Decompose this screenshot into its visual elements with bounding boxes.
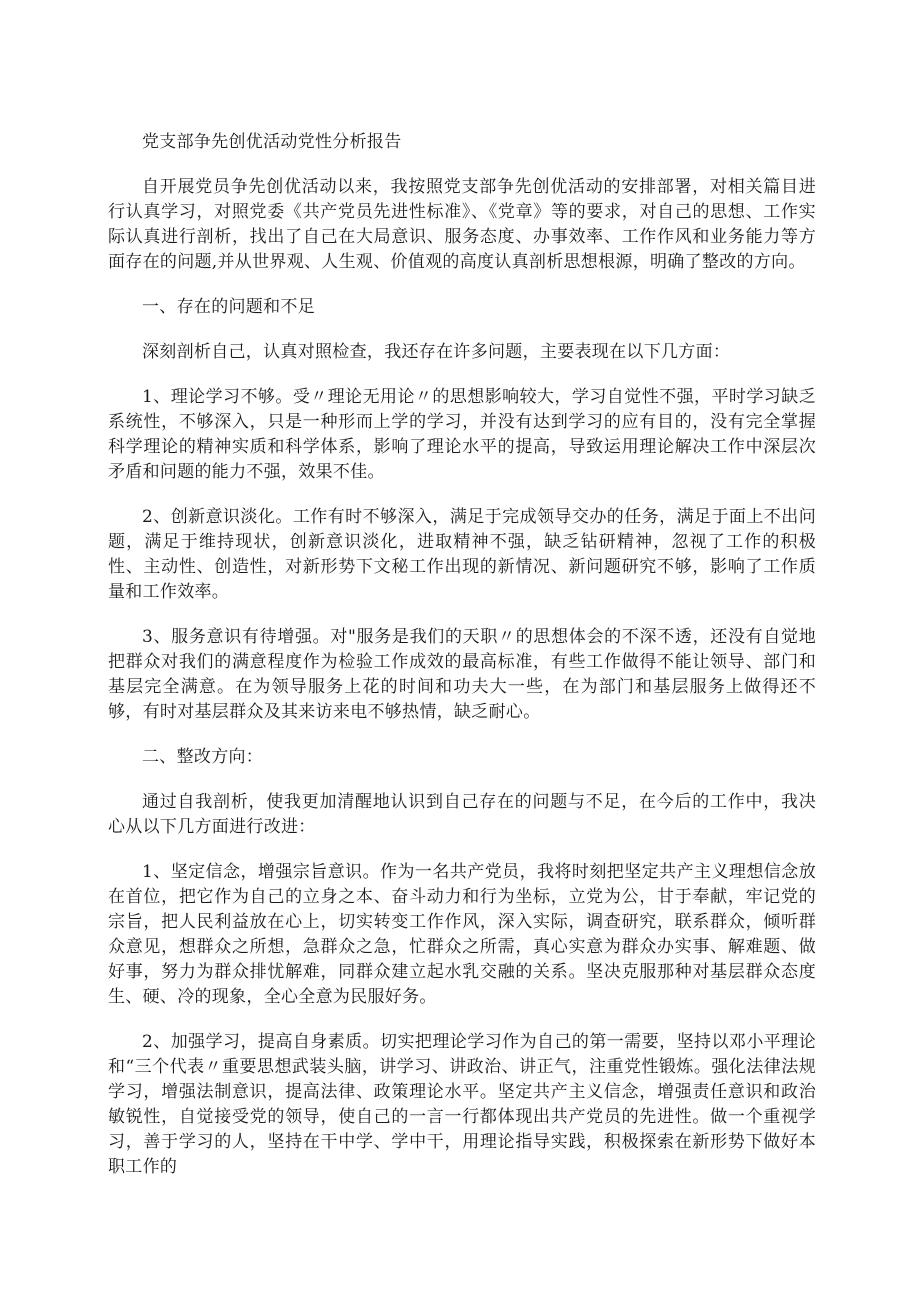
section-heading-rectification: 二、整改方向： xyxy=(142,747,264,767)
problem-item-3: 3、服务意识有待增强。对"服务是我们的天职〃的思想体会的不深不透，还没有自觉地把群众对我们的满意程度作为检验工作成效的最高标准，有些工作做得不能让领导、部门和基层完全满意。在为领导服务上花的时间和功夫大一些，在为部门和基层服务上做得还不够，有时对基层群众及其来访来电不够热情，缺乏耐心。 xyxy=(108,627,816,722)
rectification-item-2: 2、加强学习，提高自身素质。切实把理论学习作为自己的第一需要，坚持以邓小平理论和“三个代表〃重要思想武装头脑，讲学习、讲政治、讲正气，注重党性锻炼。强化法律法规学习，增强法制意识，提高法律、政策理论水平。坚定共产主义信念，增强责任意识和政治敏锐性，自觉接受党的领导，使自己的一言一行都体现出共产党员的先进性。做一个重视学习，善于学习的人，坚持在干中学、学中干，用理论指导实践，积极探索在新形势下做好本职工作的 xyxy=(108,1032,816,1177)
problem-item-2: 2、创新意识淡化。工作有时不够深入，满足于完成领导交办的任务，满足于面上不出问题，满足于维持现状，创新意识淡化，进取精神不强，缺乏钻研精神，忽视了工作的积极性、主动性、创造性，对新形势下文秘工作出现的新情况、新问题研究不够，影响了工作质量和工作效率。 xyxy=(108,507,816,602)
problem-item-1: 1、理论学习不够。受〃理论无用论〃的思想影响较大，学习自觉性不强，平时学习缺乏系统性，不够深入，只是一种形而上学的学习，并没有达到学习的应有目的，没有完全掌握科学理论的精神实质和科学体系，影响了理论水平的提高，导致运用理论解决工作中深层次矛盾和问题的能力不强，效果不佳。 xyxy=(108,387,816,482)
rectification-item-1: 1、坚定信念，增强宗旨意识。作为一名共产党员，我将时刻把坚定共产主义理想信念放在首位，把它作为自己的立身之本、奋斗动力和行为坐标，立党为公，甘于奉献，牢记党的宗旨，把人民利益放在心上，切实转变工作作风，深入实际，调查研究，联系群众，倾听群众意见，想群众之所想，急群众之急，忙群众之所需，真心实意为群众办实事、解难题、做好事，努力为群众排忧解难，同群众建立起水乳交融的关系。坚决克服那种对基层群众态度生、硬、冷的现象，全心全意为民服好务。 xyxy=(108,862,816,1007)
section-lead-problems: 深刻剖析自己，认真对照检查，我还存在许多问题，主要表现在以下几方面： xyxy=(142,342,731,362)
intro-paragraph: 自开展党员争先创优活动以来，我按照党支部争先创优活动的安排部署，对相关篇目进行认真学习，对照党委《共产党员先进性标准》、《党章》等的要求，对自己的思想、工作实际认真进行剖析，找出了自己在大局意识、服务态度、办事效率、工作作风和业务能力等方面存在的问题,并从世界观、人生观、价值观的高度认真剖析思想根源，明确了整改的方向。 xyxy=(108,177,816,272)
section-lead-rectification: 通过自我剖析，使我更加清醒地认识到自己存在的问题与不足，在今后的工作中，我决心从以下几方面进行改进： xyxy=(108,792,816,837)
section-heading-problems: 一、存在的问题和不足 xyxy=(142,297,315,317)
document-title: 党支部争先创优活动党性分析报告 xyxy=(142,132,402,152)
document-page xyxy=(108,130,816,1200)
